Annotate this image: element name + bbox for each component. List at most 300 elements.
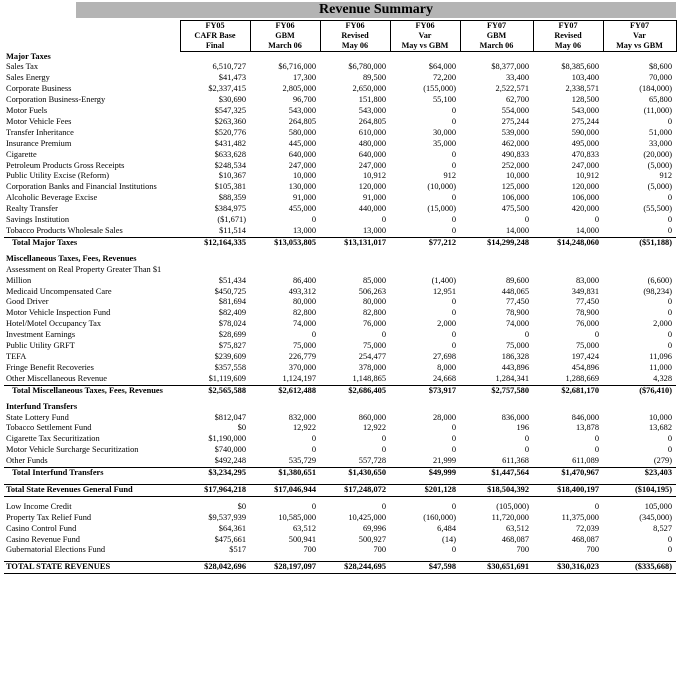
cell-value: 590,000 [571, 127, 599, 137]
cell-value: 0 [451, 215, 456, 225]
cell-value: 63,512 [505, 523, 529, 533]
table-row [4, 73, 676, 84]
cell-value: 51,000 [648, 127, 672, 137]
cell-value: 72,200 [432, 73, 456, 83]
cell-value: 8,527 [653, 523, 672, 533]
column-header [533, 21, 603, 52]
cell-value: $28,197,097 [250, 562, 320, 574]
table-row [4, 374, 676, 385]
cell-value: 0 [451, 106, 456, 116]
cell-value [320, 254, 390, 265]
row-label: Other Miscellaneous Revenue [6, 373, 107, 383]
cell-value: (184,000) [639, 84, 672, 94]
cell-value: 89,600 [505, 275, 529, 285]
cell-value: 247,000 [358, 160, 386, 170]
table-row [4, 330, 676, 341]
cell-value: 0 [451, 297, 456, 307]
cell-value: 480,000 [358, 138, 386, 148]
row-label: Total Major Taxes [4, 237, 180, 248]
cell-value [603, 402, 676, 413]
cell-value: 89,500 [362, 73, 386, 83]
cell-value [180, 254, 250, 265]
cell-value: ($76,410) [603, 385, 676, 396]
cell-value: 539,000 [501, 127, 529, 137]
table-row [4, 215, 676, 226]
cell-value [533, 402, 603, 413]
cell-value: 0 [667, 297, 672, 307]
cell-value: $1,470,967 [533, 468, 603, 479]
column-header-line: Var [418, 31, 432, 40]
table-row [4, 150, 676, 161]
row-label: Alcoholic Beverage Excise [6, 193, 98, 203]
cell-value: $633,628 [214, 149, 246, 159]
cell-value: 120,000 [571, 182, 599, 192]
cell-value: 462,000 [501, 138, 529, 148]
subtotal-row [4, 468, 676, 479]
cell-value: 0 [451, 193, 456, 203]
cell-value: $18,504,392 [460, 484, 533, 496]
row-label: Property Tax Relief Fund [6, 512, 92, 522]
cell-value: 0 [451, 226, 456, 235]
cell-value: 0 [524, 445, 529, 455]
cell-value: 0 [451, 160, 456, 170]
cell-value: 912 [659, 171, 672, 181]
cell-value: 264,805 [358, 116, 386, 126]
cell-value: 0 [451, 149, 456, 159]
table-row [4, 352, 676, 363]
row-label: Miscellaneous Taxes, Fees, Revenues [6, 253, 137, 263]
cell-value: 0 [311, 445, 316, 455]
cell-value: 75,000 [575, 341, 599, 351]
revenue-table-body [4, 21, 676, 574]
cell-value: 554,000 [501, 106, 529, 116]
cell-value: $6,716,000 [278, 62, 316, 72]
cell-value: 0 [451, 308, 456, 318]
cell-value: 0 [594, 330, 599, 340]
cell-value: $520,776 [214, 127, 246, 137]
cell-value: 10,000 [648, 412, 672, 422]
cell-value: 378,000 [358, 362, 386, 372]
cell-value: (10,000) [427, 182, 456, 192]
cell-value: 70,000 [648, 73, 672, 83]
cell-value: $0 [237, 501, 246, 511]
cell-value: 454,896 [571, 362, 599, 372]
cell-value: $1,119,609 [208, 373, 246, 383]
cell-value [180, 52, 250, 63]
cell-value: 468,087 [501, 534, 529, 544]
cell-value: 0 [667, 116, 672, 126]
cell-value: 85,000 [362, 275, 386, 285]
cell-value: 77,450 [575, 297, 599, 307]
cell-value: $28,042,696 [180, 562, 250, 574]
column-header-line: March 06 [479, 41, 514, 50]
cell-value: 0 [381, 215, 386, 225]
cell-value: 83,000 [575, 275, 599, 285]
row-label: Good Driver [6, 297, 49, 307]
column-header-line: May 06 [341, 41, 369, 50]
cell-value: $28,244,695 [320, 562, 390, 574]
cell-value: $81,694 [218, 297, 246, 307]
table-row [4, 413, 676, 424]
cell-value: 611,089 [572, 456, 599, 466]
table-row [4, 434, 676, 445]
table-row [4, 193, 676, 204]
cell-value: $9,537,939 [208, 512, 246, 522]
cell-value: $8,385,600 [561, 62, 599, 72]
cell-value: 74,000 [292, 319, 316, 329]
cell-value: $740,000 [214, 445, 246, 455]
cell-value: 275,244 [571, 116, 599, 126]
column-header-line: Revised [341, 31, 369, 40]
cell-value: 0 [311, 434, 316, 444]
cell-value [460, 402, 533, 413]
cell-value: 125,000 [501, 182, 529, 192]
cell-value: $17,046,944 [250, 484, 320, 496]
cell-value [180, 402, 250, 413]
cell-value: 0 [594, 215, 599, 225]
cell-value: 130,000 [288, 182, 316, 192]
cell-value: 24,668 [432, 373, 456, 383]
cell-value: 11,000 [649, 362, 672, 372]
cell-value: $248,534 [214, 160, 246, 170]
row-label: Tobacco Settlement Fund [6, 423, 92, 433]
cell-value: $1,190,000 [208, 434, 246, 444]
cell-value: $88,359 [218, 193, 246, 203]
column-header [390, 21, 460, 52]
cell-value: (105,000) [496, 501, 529, 511]
revenue-table [4, 20, 677, 574]
row-label: Motor Vehicle Surcharge Securitization [6, 445, 139, 455]
table-row [4, 456, 676, 467]
cell-value: 30,000 [432, 127, 456, 137]
cell-value [603, 52, 676, 63]
row-label: Low Income Credit [6, 501, 72, 511]
cell-value: $2,565,588 [180, 385, 250, 396]
table-row [4, 513, 676, 524]
row-label: Public Utility GRFT [6, 341, 75, 351]
column-header-line: FY06 [345, 21, 365, 30]
cell-value: 12,922 [362, 423, 386, 433]
cell-value: $812,047 [214, 412, 246, 422]
row-label: Petroleum Products Gross Receipts [6, 160, 125, 170]
table-row [4, 535, 676, 546]
cell-value: 11,720,000 [491, 512, 529, 522]
row-label: Casino Revenue Fund [6, 534, 80, 544]
table-row [4, 363, 676, 374]
cell-value: $431,482 [214, 138, 246, 148]
column-header-line: FY07 [558, 21, 578, 30]
table-row [4, 545, 676, 556]
row-label: Interfund Transfers [6, 401, 78, 411]
cell-value: 700 [516, 545, 529, 555]
cell-value: $2,757,580 [460, 385, 533, 396]
cell-value: $384,975 [214, 204, 246, 214]
cell-value: 0 [667, 215, 672, 225]
cell-value: 440,000 [358, 204, 386, 214]
cell-value: $64,361 [218, 523, 246, 533]
cell-value: 1,284,341 [495, 373, 529, 383]
cell-value: 78,900 [505, 308, 529, 318]
cell-value: 0 [667, 434, 672, 444]
cell-value: 0 [524, 330, 529, 340]
cell-value: 420,000 [571, 204, 599, 214]
table-row [4, 171, 676, 182]
table-row [4, 117, 676, 128]
cell-value: 912 [443, 171, 456, 181]
cell-value [533, 52, 603, 63]
cell-value: 63,512 [292, 523, 316, 533]
cell-value: 0 [667, 308, 672, 318]
cell-value: ($1,671) [217, 215, 246, 225]
cell-value [390, 402, 460, 413]
subtotal-row [4, 385, 676, 396]
cell-value: 69,996 [362, 523, 386, 533]
cell-value: 349,831 [571, 286, 599, 296]
cell-value: 0 [451, 341, 456, 351]
cell-value: ($51,188) [603, 237, 676, 248]
cell-value: 75,000 [292, 341, 316, 351]
table-row [4, 182, 676, 193]
column-header-line: May vs GBM [401, 41, 449, 50]
cell-value: 1,288,669 [565, 373, 599, 383]
cell-value: 0 [311, 215, 316, 225]
cell-value: 77,450 [505, 297, 529, 307]
cell-value: 580,000 [288, 127, 316, 137]
cell-value: 846,000 [571, 412, 599, 422]
cell-value: 0 [667, 445, 672, 455]
cell-value: $30,651,691 [460, 562, 533, 574]
table-row [4, 502, 676, 513]
cell-value: 74,000 [505, 319, 529, 329]
column-header-line: Revised [554, 31, 582, 40]
row-label: Other Funds [6, 456, 48, 466]
cell-value: 10,912 [575, 171, 599, 181]
cell-value: 468,087 [571, 534, 599, 544]
row-label: Savings Institution [6, 215, 70, 225]
cell-value: 33,400 [505, 73, 529, 83]
row-label: Total State Revenues General Fund [4, 484, 180, 496]
cell-value: $75,827 [218, 341, 246, 351]
cell-value: 860,000 [358, 412, 386, 422]
cell-value: $18,400,197 [533, 484, 603, 496]
report-title: Revenue Summary [76, 2, 676, 18]
row-label: Tobacco Products Wholesale Sales [6, 226, 123, 235]
cell-value: $517 [229, 545, 246, 555]
cell-value: $6,780,000 [348, 62, 386, 72]
cell-value: (98,234) [643, 286, 672, 296]
row-label: Insurance Premium [6, 138, 72, 148]
cell-value: 0 [381, 434, 386, 444]
cell-value: $82,409 [218, 308, 246, 318]
row-label-header [4, 21, 180, 52]
cell-value: 700 [586, 545, 599, 555]
row-label: Public Utility Excise (Reform) [6, 171, 110, 181]
table-row [4, 204, 676, 215]
row-label: Motor Vehicle Fees [6, 116, 72, 126]
table-row [4, 84, 676, 95]
cell-value: (155,000) [423, 84, 456, 94]
column-header-line: FY06 [275, 21, 295, 30]
cell-value: $11,514 [219, 226, 246, 235]
row-label: Investment Earnings [6, 330, 76, 340]
cell-value: 247,000 [571, 160, 599, 170]
subtotal-row [4, 237, 676, 248]
cell-value: 11,096 [649, 351, 672, 361]
cell-value: 543,000 [288, 106, 316, 116]
cell-value: 13,000 [292, 226, 316, 235]
cell-value: $450,725 [214, 286, 246, 296]
row-label: Major Taxes [6, 51, 51, 61]
cell-value: 0 [667, 341, 672, 351]
cell-value: 96,700 [292, 95, 316, 105]
row-label: Assessment on Real Property Greater Than $1 Million [6, 264, 162, 285]
cell-value: $64,000 [428, 62, 456, 72]
cell-value: 128,500 [571, 95, 599, 105]
cell-value: 0 [594, 434, 599, 444]
column-header-line: FY07 [486, 21, 507, 30]
cell-value: 455,000 [288, 204, 316, 214]
row-label: TEFA [6, 351, 27, 361]
row-label: Sales Energy [6, 73, 50, 83]
column-header-line: Var [633, 31, 646, 40]
cell-value: 493,312 [288, 286, 316, 296]
cell-value: 2,522,571 [495, 84, 529, 94]
cell-value: 495,000 [571, 138, 599, 148]
grand-total-row [4, 484, 676, 496]
cell-value: $2,686,405 [320, 385, 390, 396]
cell-value: 72,039 [575, 523, 599, 533]
row-label: Corporation Banks and Financial Institutions [6, 182, 157, 192]
cell-value: 13,000 [362, 226, 386, 235]
table-row [4, 161, 676, 172]
cell-value: $13,131,017 [320, 237, 390, 248]
cell-value: (14) [442, 534, 456, 544]
cell-value: 0 [381, 445, 386, 455]
cell-value: 6,510,727 [212, 62, 246, 72]
row-label: Total Miscellaneous Taxes, Fees, Revenues [4, 385, 180, 396]
cell-value: 0 [311, 330, 316, 340]
cell-value: 252,000 [501, 160, 529, 170]
column-header-line: May vs GBM [616, 41, 663, 50]
row-label: Cigarette Tax Securitization [6, 434, 100, 444]
cell-value: 543,000 [358, 106, 386, 116]
section-heading-row [4, 254, 676, 265]
cell-value: 120,000 [358, 182, 386, 192]
row-label: Gubernatorial Elections Fund [6, 545, 106, 555]
cell-value: 28,000 [432, 412, 456, 422]
grand-total-row [4, 562, 676, 574]
cell-value: $2,337,415 [208, 84, 246, 94]
cell-value: 0 [667, 226, 672, 235]
cell-value: 76,000 [362, 319, 386, 329]
cell-value: 106,000 [571, 193, 599, 203]
column-header [320, 21, 390, 52]
cell-value: 1,124,197 [282, 373, 316, 383]
cell-value: $8,377,000 [491, 62, 529, 72]
cell-value: 196 [516, 423, 529, 433]
cell-value: 91,000 [292, 193, 316, 203]
cell-value: 500,941 [288, 534, 316, 544]
cell-value: 197,424 [571, 351, 599, 361]
cell-value: 1,148,865 [352, 373, 386, 383]
cell-value: $41,473 [218, 73, 246, 83]
cell-value: 640,000 [288, 149, 316, 159]
column-header-line: May 06 [554, 41, 582, 50]
table-row [4, 139, 676, 150]
cell-value: 0 [381, 330, 386, 340]
cell-value: $51,434 [218, 275, 246, 285]
column-header [460, 21, 533, 52]
cell-value: 0 [524, 215, 529, 225]
cell-value: 55,100 [432, 95, 456, 105]
column-header-line: FY05 [205, 21, 225, 30]
table-row [4, 62, 676, 73]
cell-value: $1,380,651 [250, 468, 320, 479]
cell-value: 35,000 [432, 138, 456, 148]
cell-value: 21,999 [432, 456, 456, 466]
cell-value: $14,248,060 [533, 237, 603, 248]
cell-value: $28,699 [218, 330, 246, 340]
cell-value: 13,878 [575, 423, 599, 433]
cell-value [320, 52, 390, 63]
cell-value: 226,779 [288, 351, 316, 361]
cell-value: 0 [667, 193, 672, 203]
cell-value: 0 [667, 545, 672, 555]
cell-value: 12,922 [292, 423, 316, 433]
cell-value: $0 [237, 423, 246, 433]
cell-value: $13,053,805 [250, 237, 320, 248]
cell-value: 470,833 [571, 149, 599, 159]
cell-value: $263,360 [214, 116, 246, 126]
cell-value: 0 [524, 434, 529, 444]
table-row [4, 423, 676, 434]
cell-value: 500,927 [358, 534, 386, 544]
cell-value [603, 254, 676, 265]
row-label: Hotel/Motel Occupancy Tax [6, 319, 102, 329]
table-row [4, 95, 676, 106]
cell-value: 151,800 [358, 95, 386, 105]
cell-value: 448,065 [501, 286, 529, 296]
column-header-line: GBM [486, 31, 507, 40]
cell-value: 14,000 [505, 226, 529, 235]
cell-value: 10,585,000 [278, 512, 316, 522]
cell-value: 78,900 [575, 308, 599, 318]
table-row [4, 106, 676, 117]
cell-value: 10,425,000 [348, 512, 386, 522]
column-header-line: FY07 [629, 21, 650, 30]
cell-value: 186,328 [501, 351, 529, 361]
cell-value: 6,484 [437, 523, 456, 533]
cell-value: $47,598 [390, 562, 460, 574]
cell-value: 0 [594, 501, 599, 511]
cell-value: ($335,668) [603, 562, 676, 574]
cell-value: 370,000 [288, 362, 316, 372]
section-heading-row [4, 402, 676, 413]
cell-value: 832,000 [288, 412, 316, 422]
cell-value: 62,700 [505, 95, 529, 105]
cell-value: 0 [451, 501, 456, 511]
cell-value: $1,447,564 [460, 468, 533, 479]
cell-value: $547,325 [214, 106, 246, 116]
cell-value: 254,477 [358, 351, 386, 361]
cell-value: 506,263 [358, 286, 386, 296]
cell-value: (15,000) [427, 204, 456, 214]
cell-value: $475,661 [214, 534, 246, 544]
cell-value [460, 254, 533, 265]
cell-value: $30,690 [218, 95, 246, 105]
cell-value: $1,430,650 [320, 468, 390, 479]
cell-value: 14,000 [575, 226, 599, 235]
